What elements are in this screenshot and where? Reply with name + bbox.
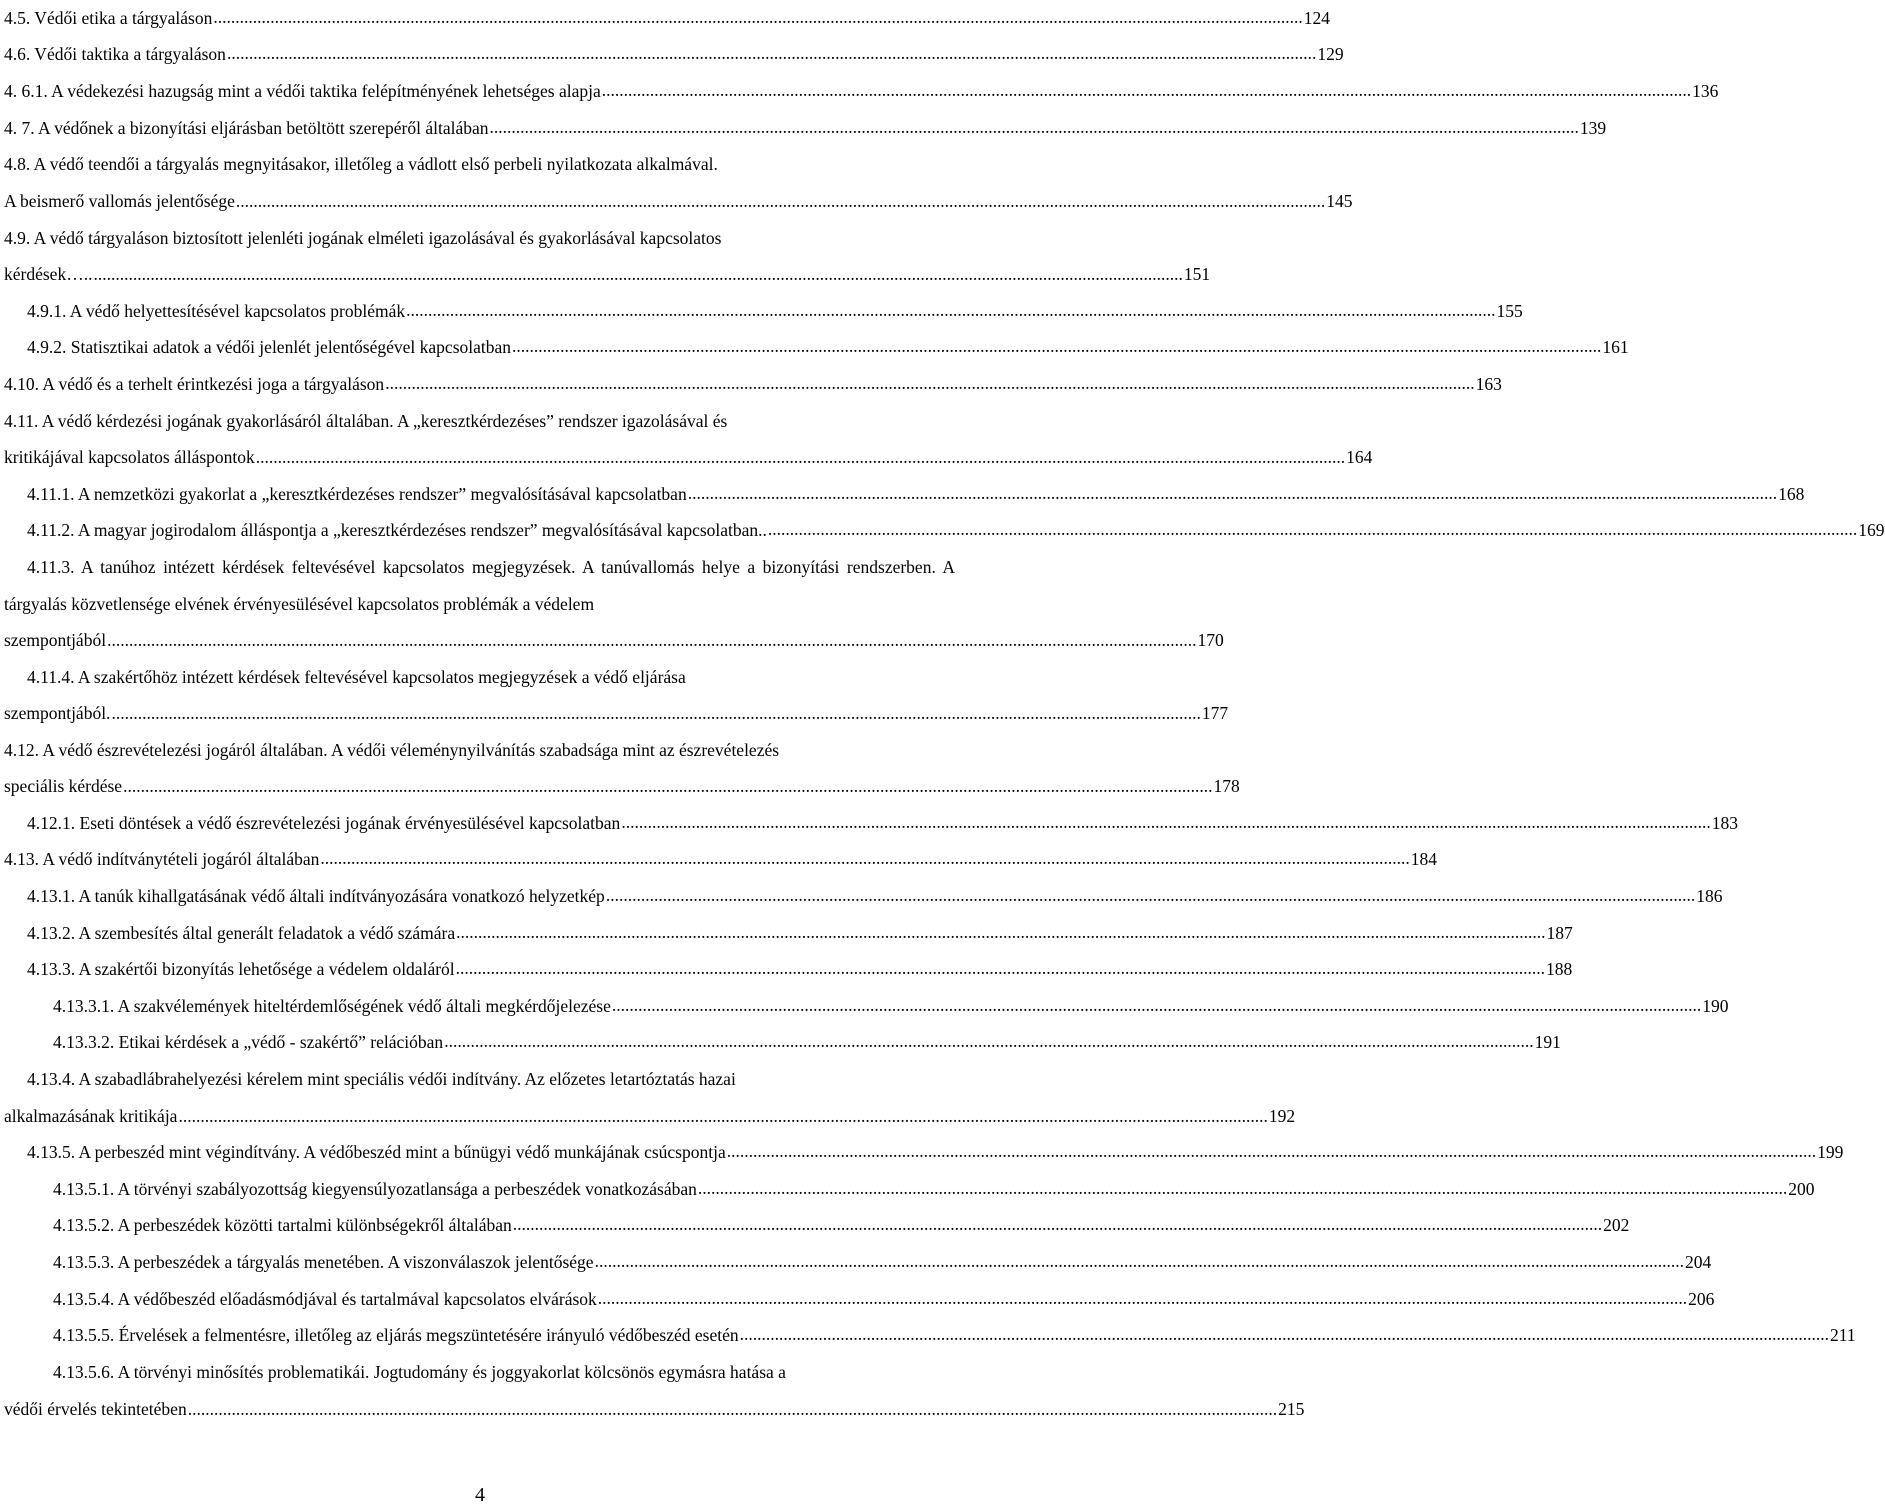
toc-entry[interactable] — [4, 1061, 1296, 1134]
toc-entry-page: 124 — [1303, 7, 1330, 28]
table-of-contents — [4, 0, 1885, 1427]
dot-leader — [698, 1178, 1787, 1199]
toc-entry[interactable] — [4, 1354, 1305, 1427]
toc-entry-page: 200 — [1788, 1178, 1815, 1199]
toc-entry-page: 155 — [1496, 300, 1523, 321]
dot-leader — [595, 1251, 1684, 1272]
dot-leader — [727, 1141, 1816, 1162]
toc-entry-title: 4.8. A védő teendői a tárgyalás megnyitásakor, illetőleg a vádlott első perbeli nyilatkozata alkalmával. — [4, 154, 718, 175]
dot-leader — [111, 695, 1200, 732]
toc-entry-page: 151 — [1183, 264, 1211, 285]
toc-entry[interactable] — [4, 951, 1573, 988]
toc-entry-title-continued: védői érvelés tekintetében — [4, 1398, 187, 1419]
toc-entry[interactable] — [4, 220, 1211, 293]
toc-entry-title: 4.9.1. A védő helyettesítésével kapcsolatos problémák — [27, 300, 406, 321]
toc-entry-page: 129 — [1317, 44, 1344, 65]
toc-entry-title: 4. 6.1. A védekezési hazugság mint a védői taktika felépítményének lehetséges alapja — [4, 80, 601, 101]
toc-entry-title-continued: kérdések….. — [4, 264, 93, 285]
toc-entry-title: 4.13.3.2. Etikai kérdések a „védő - szakértő” relációban — [53, 1032, 444, 1053]
dot-leader — [236, 183, 1325, 220]
toc-entry-page: 177 — [1201, 703, 1229, 724]
dot-leader — [456, 922, 1545, 943]
toc-entry[interactable] — [4, 366, 1502, 403]
toc-entry-page: 163 — [1475, 373, 1502, 394]
toc-entry-page: 183 — [1711, 812, 1738, 833]
toc-entry-page: 136 — [1692, 80, 1719, 101]
toc-entry-last-line — [4, 622, 1224, 659]
toc-entry-page: 188 — [1546, 959, 1573, 980]
dot-leader — [107, 622, 1196, 659]
toc-entry-title: 4.13. A védő indítványtételi jogáról általában — [4, 849, 320, 870]
toc-entry-title: 4.13.5.2. A perbeszédek közötti tartalmi különbségekről általában — [53, 1215, 512, 1236]
toc-entry-page: 139 — [1579, 117, 1607, 138]
toc-entry[interactable] — [4, 842, 1438, 879]
toc-entry[interactable] — [4, 329, 1629, 366]
toc-entry-title: 4.13.5.5. Érvelések a felmentésre, illetőleg az eljárás megszüntetésére irányuló védőbeszéd esetén — [53, 1325, 739, 1346]
toc-entry[interactable] — [4, 1171, 1815, 1208]
toc-entry-title: 4.13.4. A szabadlábrahelyezési kérelem mint speciális védői indítvány. Az előzetes letartóztatás hazai — [27, 1069, 736, 1090]
dot-leader — [227, 43, 1316, 64]
toc-entry-title-continued: speciális kérdése — [4, 776, 123, 797]
dot-leader — [385, 373, 1474, 394]
toc-entry-page: 191 — [1534, 1032, 1561, 1053]
dot-leader — [621, 812, 1710, 833]
dot-leader — [93, 256, 1182, 293]
toc-entry-page: 186 — [1696, 886, 1723, 907]
dot-leader — [688, 483, 1777, 504]
dot-leader — [178, 1098, 1267, 1135]
dot-leader — [456, 958, 1545, 979]
toc-entry[interactable] — [4, 659, 1229, 732]
dot-leader — [490, 117, 1579, 138]
toc-entry-page: 211 — [1830, 1325, 1856, 1346]
toc-entry[interactable] — [4, 512, 1885, 549]
toc-entry-last-line — [4, 1098, 1296, 1135]
toc-entry-page: 184 — [1410, 849, 1438, 870]
toc-entry-title: 4.5. Védői etika a tárgyaláson — [4, 7, 213, 28]
toc-entry-page: 164 — [1346, 447, 1373, 468]
toc-entry-title: 4.13.5.6. A törvényi minősítés problematikái. Jogtudomány és joggyakorlat kölcsönös egymásra hatása a — [53, 1361, 786, 1382]
dot-leader — [256, 439, 1345, 476]
toc-entry[interactable] — [4, 0, 1330, 37]
toc-entry-title: 4.10. A védő és a terhelt érintkezési joga a tárgyaláson — [4, 373, 385, 394]
toc-entry-title: 4.13.5. A perbeszéd mint végindítvány. A védőbeszéd mint a bűnügyi védő munkájának csúcspontja — [27, 1142, 726, 1163]
toc-entry-page: 178 — [1213, 776, 1240, 797]
toc-entry[interactable] — [4, 988, 1729, 1025]
dot-leader — [598, 1288, 1687, 1309]
toc-entry-title-continued: szempontjából — [4, 630, 107, 651]
dot-leader — [512, 336, 1601, 357]
toc-entry[interactable] — [4, 805, 1738, 842]
toc-entry-last-line — [4, 439, 1373, 476]
dot-leader — [213, 7, 1302, 28]
toc-entry-title: 4.9. A védő tárgyaláson biztosított jelenléti jogának elméleti igazolásával és gyakorlásával kapcsolatos — [4, 227, 722, 248]
dot-leader — [768, 519, 1857, 540]
toc-entry[interactable] — [4, 37, 1344, 74]
toc-entry-page: 215 — [1278, 1398, 1305, 1419]
toc-entry[interactable] — [4, 1281, 1715, 1318]
toc-entry[interactable] — [4, 73, 1719, 110]
toc-entry[interactable] — [4, 549, 1224, 659]
dot-leader — [123, 768, 1212, 805]
toc-entry-title: 4.11.2. A magyar jogirodalom álláspontja a „keresztkérdezéses rendszer” megvalósításával kapcsolatban.. — [27, 520, 767, 541]
toc-entry-last-line — [4, 256, 1211, 293]
toc-entry-page: 169 — [1858, 520, 1885, 541]
toc-entry[interactable] — [4, 403, 1373, 476]
toc-entry-title: 4.13.3.1. A szakvélemények hiteltérdemlőségének védő általi megkérdőjelezése — [53, 995, 611, 1016]
dot-leader — [188, 1391, 1277, 1428]
toc-entry-title: 4.13.5.3. A perbeszédek a tárgyalás menetében. A viszonválaszok jelentősége — [53, 1251, 594, 1272]
toc-entry[interactable] — [4, 1317, 1856, 1354]
dot-leader — [406, 300, 1495, 321]
toc-entry-title: 4.6. Védői taktika a tárgyaláson — [4, 44, 226, 65]
toc-entry-page: 161 — [1602, 337, 1629, 358]
toc-entry-page: 199 — [1817, 1142, 1844, 1163]
toc-entry-page: 206 — [1688, 1288, 1715, 1309]
toc-entry-title: 4.12. A védő észrevételezési jogáról általában. A védői véleménynyilvánítás szabadsága mint az észrevételezés — [4, 739, 780, 760]
toc-entry-page: 192 — [1268, 1105, 1296, 1126]
toc-entry[interactable] — [4, 476, 1805, 513]
toc-entry-page: 170 — [1197, 630, 1224, 651]
toc-entry-page: 204 — [1684, 1251, 1712, 1272]
toc-entry[interactable] — [4, 878, 1723, 915]
toc-entry-title: 4.13.5.4. A védőbeszéd előadásmódjával és tartalmával kapcsolatos elvárások — [53, 1288, 597, 1309]
toc-entry-title: 4.11.4. A szakértőhöz intézett kérdések feltevésével kapcsolatos megjegyzések a védő eljárása — [27, 666, 686, 687]
dot-leader — [444, 1031, 1533, 1052]
toc-entry-title: 4.13.3. A szakértői bizonyítás lehetősége a védelem oldaláról — [27, 959, 455, 980]
toc-entry[interactable] — [4, 915, 1573, 952]
toc-entry-title: 4.11.1. A nemzetközi gyakorlat a „keresztkérdezéses rendszer” megvalósításával kapcsolatban — [27, 483, 687, 504]
toc-entry[interactable] — [4, 110, 1607, 147]
toc-entry[interactable] — [4, 1134, 1844, 1171]
toc-entry-title: 4. 7. A védőnek a bizonyítási eljárásban betöltött szerepéről általában — [4, 117, 489, 138]
toc-entry[interactable] — [4, 1208, 1630, 1245]
dot-leader — [740, 1324, 1829, 1345]
toc-entry-title: 4.13.5.1. A törvényi szabályozottság kiegyensúlyozatlansága a perbeszédek vonatkozásában — [53, 1178, 697, 1199]
toc-entry-title: 4.11. A védő kérdezési jogának gyakorlásáról általában. A „keresztkérdezéses” rendszer igazolásával és — [4, 410, 728, 431]
dot-leader — [513, 1214, 1602, 1235]
toc-entry-last-line — [4, 768, 1240, 805]
toc-entry[interactable] — [4, 732, 1240, 805]
toc-entry[interactable] — [4, 1244, 1712, 1281]
toc-entry[interactable] — [4, 1025, 1561, 1062]
toc-entry-page: 168 — [1778, 483, 1805, 504]
dot-leader — [612, 995, 1701, 1016]
toc-entry-last-line — [4, 695, 1229, 732]
toc-entry-page: 187 — [1546, 922, 1573, 943]
toc-entry[interactable] — [4, 146, 1353, 219]
toc-entry-title-continued: alkalmazásának kritikája — [4, 1105, 178, 1126]
toc-entry-title: 4.12.1. Eseti döntések a védő észrevételezési jogának érvényesülésével kapcsolatban — [27, 812, 621, 833]
dot-leader — [606, 885, 1695, 906]
toc-entry-title: 4.13.2. A szembesítés által generált feladatok a védő számára — [27, 922, 456, 943]
toc-entry-title-continued: szempontjából. — [4, 703, 111, 724]
toc-entry-last-line — [4, 183, 1353, 220]
toc-entry-title: 4.13.1. A tanúk kihallgatásának védő általi indítványozására vonatkozó helyzetkép — [27, 886, 605, 907]
toc-entry-page: 145 — [1326, 190, 1353, 211]
toc-entry-title: 4.11.3. A tanúhoz intézett kérdések feltevésével kapcsolatos megjegyzések. A tanúvallomás helye a bizonyítási rendszerben. A tárgyalás közvetlensége elvének érvényesülésével kapcsolatos problémák a védelem — [4, 556, 955, 614]
dot-leader — [602, 80, 1691, 101]
toc-entry-page: 202 — [1603, 1215, 1630, 1236]
toc-entry-last-line — [4, 1391, 1305, 1428]
page-number: 4 — [475, 1484, 485, 1506]
toc-entry-title: 4.9.2. Statisztikai adatok a védői jelenlét jelentőségével kapcsolatban — [27, 337, 512, 358]
toc-entry-page: 190 — [1702, 995, 1729, 1016]
toc-entry-title-continued: kritikájával kapcsolatos álláspontok — [4, 447, 255, 468]
dot-leader — [320, 848, 1409, 869]
toc-entry[interactable] — [4, 293, 1523, 330]
toc-entry-title-continued: A beismerő vallomás jelentősége — [4, 190, 235, 211]
